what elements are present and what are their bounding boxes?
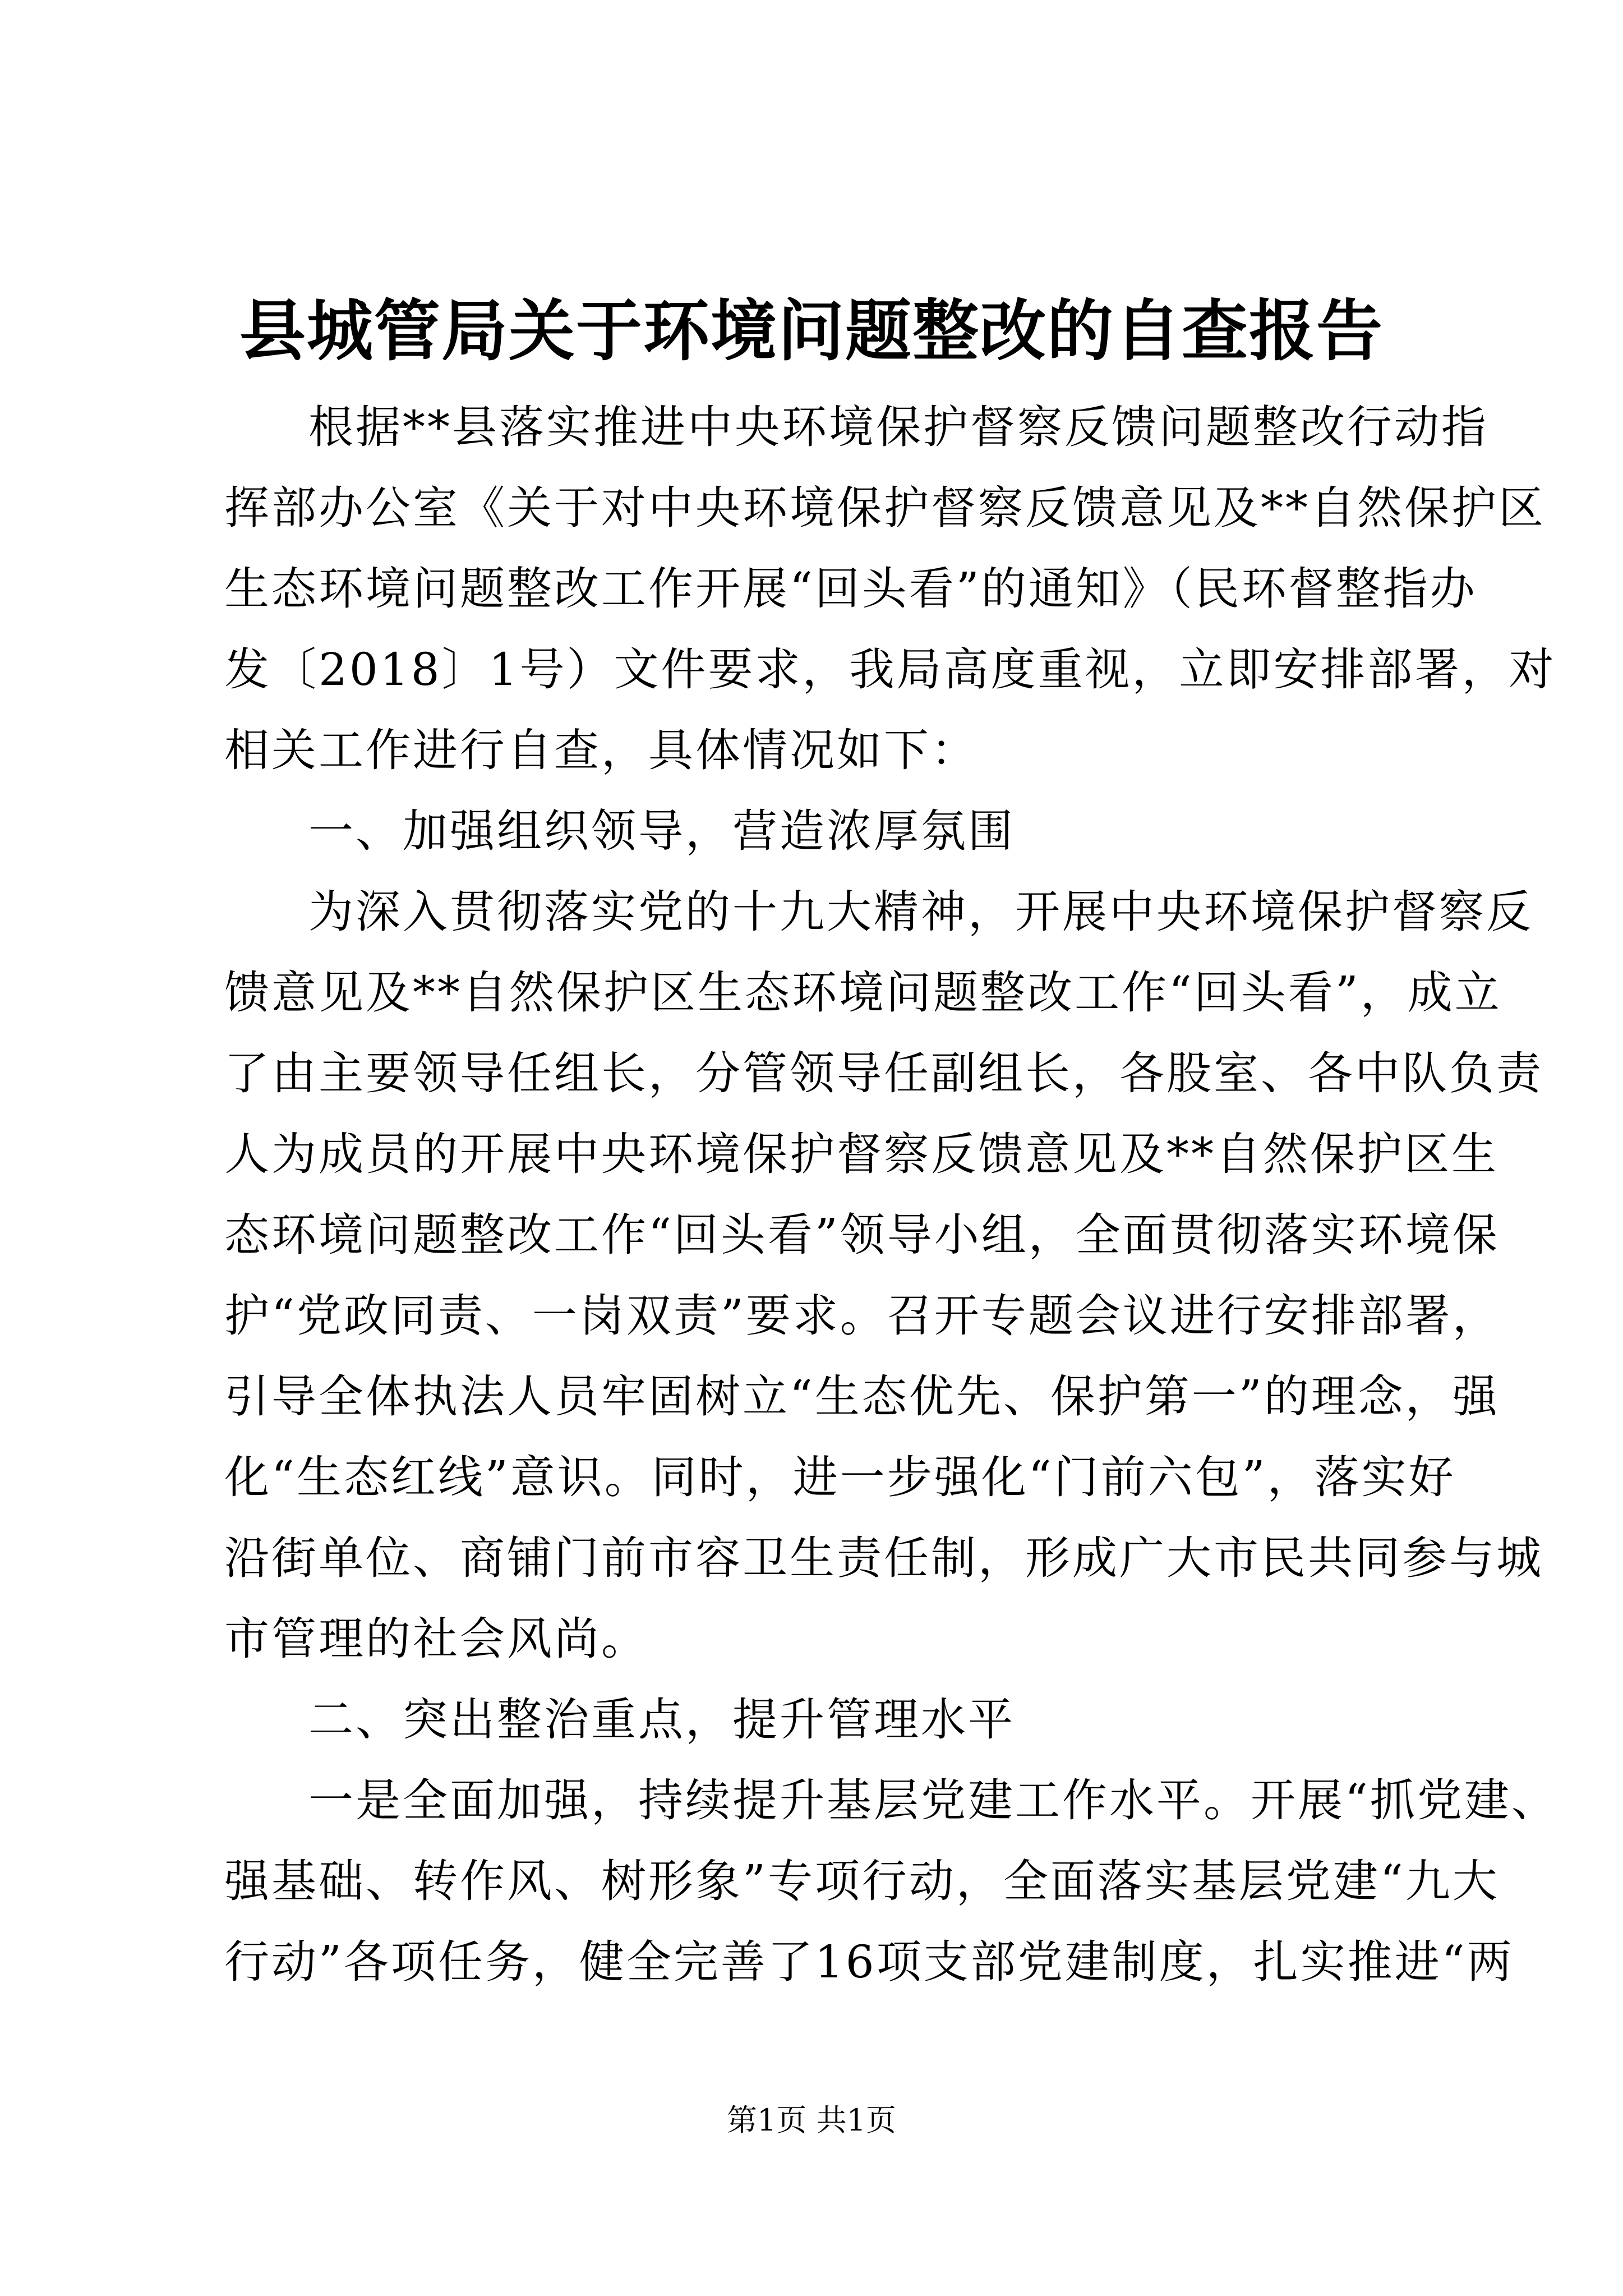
paragraph-line: 化“生态红线”意识。同时，进一步强化“门前六包”，落实好 <box>224 1451 1456 1503</box>
section-heading: 一、加强组织领导，营造浓厚氛围 <box>308 805 1015 857</box>
paragraph-line: 挥部办公室《关于对中央环境保护督察反馈意见及**自然保护区 <box>224 482 1546 534</box>
paragraph-line: 一是全面加强，持续提升基层党建工作水平。开展“抓党建、 <box>308 1774 1559 1826</box>
paragraph-line: 行动”各项任务，健全完善了16项支部党建制度，扎实推进“两 <box>224 1936 1514 1988</box>
paragraph-line: 护“党政同责、一岗双责”要求。召开专题会议进行安排部署， <box>224 1290 1500 1342</box>
section-heading: 二、突出整治重点，提升管理水平 <box>308 1694 1015 1746</box>
paragraph-line: 了由主要领导任组长，分管领导任副组长，各股室、各中队负责 <box>224 1047 1543 1099</box>
paragraph-line: 市管理的社会风尚。 <box>224 1613 648 1665</box>
paragraph-line: 发〔2018〕1号）文件要求，我局高度重视，立即安排部署，对 <box>224 643 1556 696</box>
document-title: 县城管局关于环境问题整改的自查报告 <box>239 292 1384 370</box>
paragraph-line: 相关工作进行自查，具体情况如下： <box>224 724 978 776</box>
document-body <box>224 387 1559 2003</box>
page-footer: 第1页 共1页 <box>727 2102 896 2138</box>
paragraph-line: 馈意见及**自然保护区生态环境问题整改工作“回头看”，成立 <box>224 967 1502 1019</box>
paragraph-line: 态环境问题整改工作“回头看”领导小组，全面贯彻落实环境保 <box>224 1209 1500 1261</box>
paragraph-line: 生态环境问题整改工作开展“回头看”的通知》（民环督整指办 <box>224 563 1477 615</box>
paragraph-line: 为深入贯彻落实党的十九大精神，开展中央环境保护督察反 <box>308 886 1533 938</box>
paragraph-line: 沿街单位、商铺门前市容卫生责任制，形成广大市民共同参与城 <box>224 1532 1543 1584</box>
paragraph-line: 引导全体执法人员牢固树立“生态优先、保护第一”的理念，强 <box>224 1370 1500 1423</box>
paragraph-line: 强基础、转作风、树形象”专项行动，全面落实基层党建“九大 <box>224 1855 1500 1907</box>
paragraph-line: 人为成员的开展中央环境保护督察反馈意见及**自然保护区生 <box>224 1128 1498 1180</box>
paragraph-line: 根据**县落实推进中央环境保护督察反馈问题整改行动指 <box>308 401 1488 453</box>
